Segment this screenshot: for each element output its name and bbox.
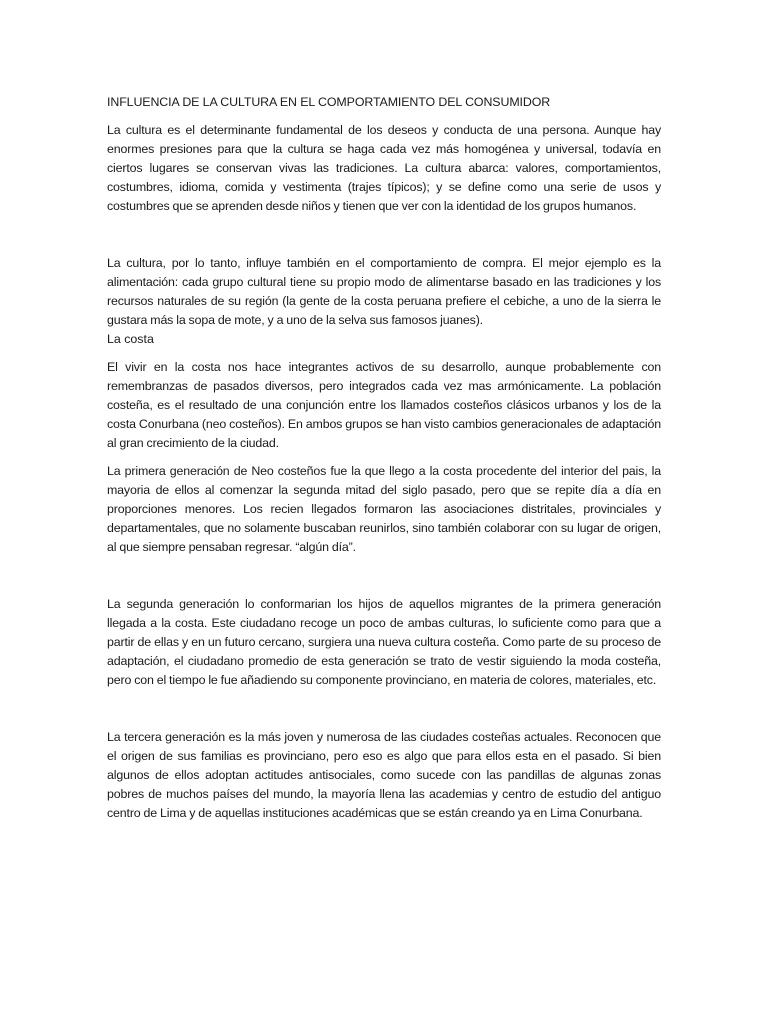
section-heading-la-costa: La costa: [107, 332, 154, 346]
document-page: [107, 93, 661, 823]
paragraph-culture-definition: La cultura es el determinante fundamental de los deseos y conducta de una persona. Aunque hay enormes presiones para que la cultura se haga cada vez más homogénea y universal, todavía en ciertos lugares se conservan vivas las tradiciones. La cultura abarca: valores, comportamientos, costumbres, idioma, comida y vestimenta (trajes típicos); y se define como una serie de usos y costumbres que se aprenden desde niños y tienen que ver con la identidad de los grupos humanos.: [107, 123, 661, 213]
paragraph-costa-intro: El vivir en la costa nos hace integrantes activos de su desarrollo, aunque probablemente con remembranzas de pasados diversos, pero integrados cada vez mas armónicamente. La población costeña, es el resultado de una conjunción entre los llamados costeños clásicos urbanos y los de la costa Conurbana (neo costeños). En ambos grupos se han visto cambios generacionales de adaptación al gran crecimiento de la ciudad.: [107, 360, 661, 450]
paragraph-culture-purchase: La cultura, por lo tanto, influye también en el comportamiento de compra. El mejor ejemplo es la alimentación: cada grupo cultural tiene su propio modo de alimentarse basado en las tradiciones y los recursos naturales de su región (la gente de la costa peruana prefiere el cebiche, a uno de la sierra le gustara más la sopa de mote, y a uno de la selva sus famosos juanes).: [107, 256, 661, 327]
paragraph-first-generation: La primera generación de Neo costeños fue la que llego a la costa procedente del interior del pais, la mayoria de ellos al comenzar la segunda mitad del siglo pasado, pero que se repite día a día en proporciones menores. Los recien llegados formaron las asociaciones distritales, provinciales y departamentales, que no solamente buscaban reunirlos, sino también colaborar con su lugar de origen, al que siempre pensaban regresar. “algún día”.: [107, 464, 661, 554]
paragraph-third-generation: La tercera generación es la más joven y numerosa de las ciudades costeñas actuales. Reconocen que el origen de sus familias es provinciano, pero eso es algo que para ellos esta en el pasado. Si bien algunos de ellos adoptan actitudes antisociales, como sucede con las pandillas de algunas zonas pobres de muchos países del mundo, la mayoría llena las academias y centro de estudio del antiguo centro de Lima y de aquellas instituciones académicas que se están creando ya en Lima Conurbana.: [107, 730, 661, 820]
paragraph-second-generation: La segunda generación lo conformarian los hijos de aquellos migrantes de la primera generación llegada a la costa. Este ciudadano recoge un poco de ambas culturas, lo suficiente como para que a partir de ellas y en un futuro cercano, surgiera una nueva cultura costeña. Como parte de su proceso de adaptación, el ciudadano promedio de esta generación se trato de vestir siguiendo la moda costeña, pero con el tiempo le fue añadiendo su componente provinciano, en materia de colores, materiales, etc.: [107, 597, 661, 687]
document-title: INFLUENCIA DE LA CULTURA EN EL COMPORTAMIENTO DEL CONSUMIDOR: [107, 95, 551, 109]
